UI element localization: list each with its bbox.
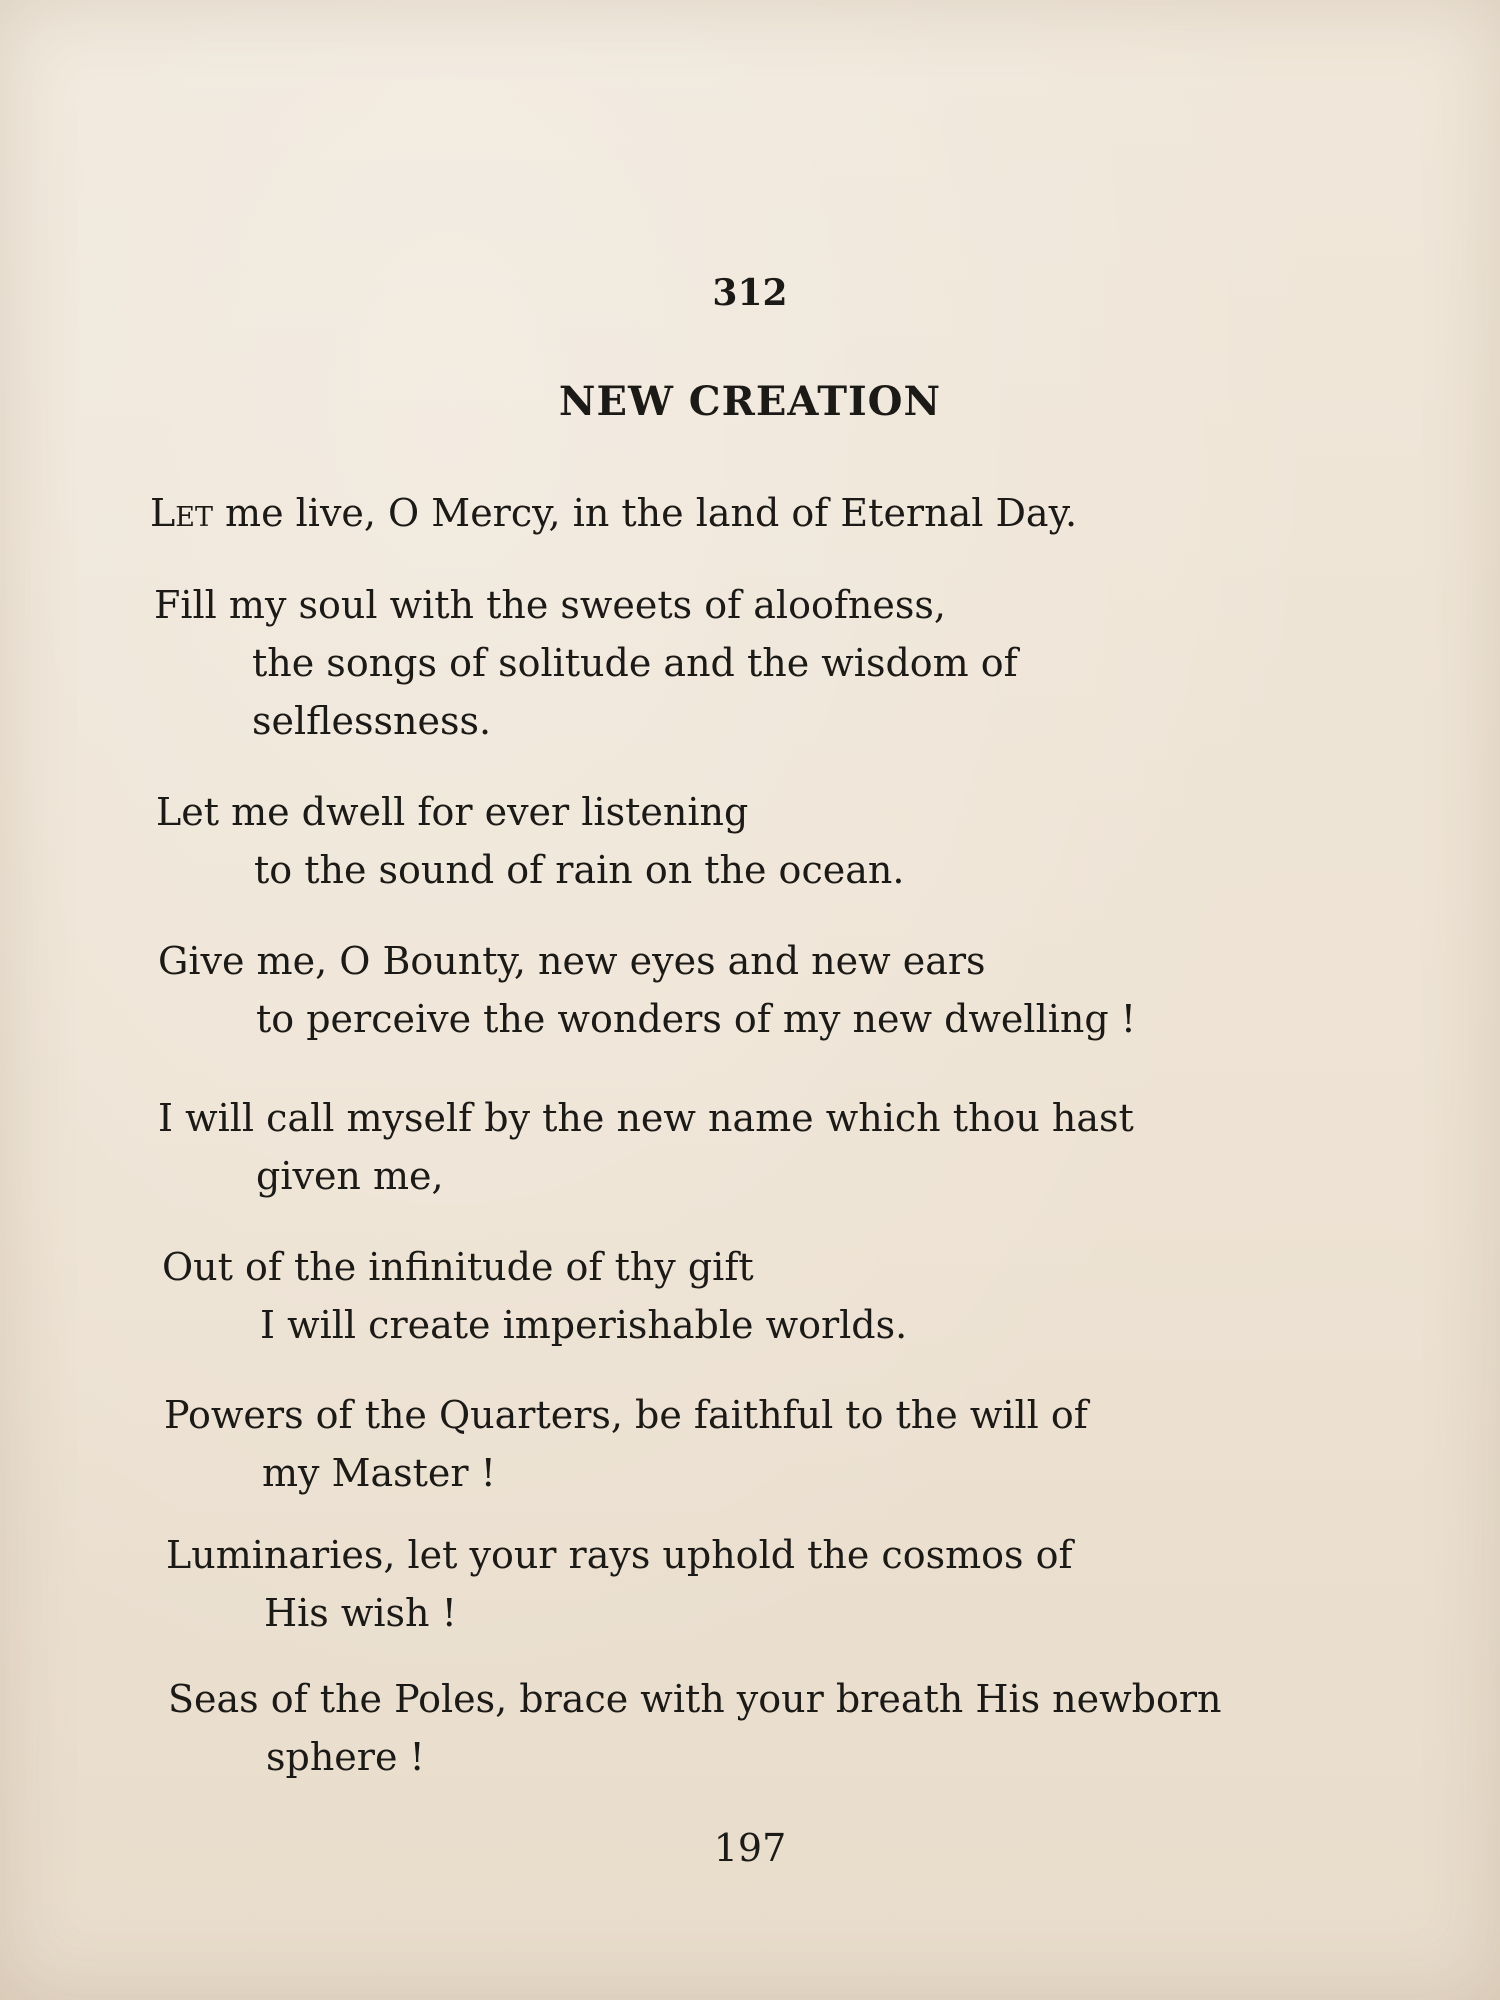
stanza-1 bbox=[154, 576, 1018, 750]
verse-line-text: me live, O Mercy, in the land of Eternal Day. bbox=[212, 491, 1078, 535]
drop-word: Let bbox=[150, 491, 213, 535]
stanza-opening bbox=[150, 484, 1077, 542]
stanza-3 bbox=[158, 932, 1136, 1048]
stanza-8 bbox=[168, 1670, 1222, 1786]
verse-line: given me, bbox=[256, 1154, 444, 1198]
verse-line: Luminaries, let your rays uphold the cosmos of bbox=[166, 1533, 1073, 1577]
stanza-5 bbox=[162, 1238, 907, 1354]
hymn-number: 312 bbox=[712, 272, 788, 314]
hymn-title: NEW CREATION bbox=[558, 378, 942, 425]
verse-line: I will create imperishable worlds. bbox=[260, 1303, 908, 1347]
verse-line: Powers of the Quarters, be faithful to the will of bbox=[164, 1393, 1088, 1437]
stanza-4 bbox=[158, 1089, 1134, 1205]
verse-line: the songs of solitude and the wisdom of bbox=[252, 641, 1018, 685]
verse-line: to the sound of rain on the ocean. bbox=[254, 848, 905, 892]
verse-line: Give me, O Bounty, new eyes and new ears bbox=[158, 939, 986, 983]
verse-line: I will call myself by the new name which thou hast bbox=[158, 1096, 1134, 1140]
verse-line: selflessness. bbox=[252, 699, 492, 743]
verse-line: sphere ! bbox=[266, 1735, 425, 1779]
verse-line: Let me dwell for ever listening bbox=[156, 790, 749, 834]
verse-line: Fill my soul with the sweets of aloofness, bbox=[154, 583, 946, 627]
stanza-6 bbox=[164, 1386, 1088, 1502]
page-number: 197 bbox=[713, 1826, 787, 1870]
stanza-2 bbox=[156, 783, 904, 899]
verse-line bbox=[150, 484, 1077, 542]
verse-line: to perceive the wonders of my new dwelling ! bbox=[256, 997, 1137, 1041]
verse-line: Seas of the Poles, brace with your breath His newborn bbox=[168, 1677, 1222, 1721]
stanza-7 bbox=[166, 1526, 1073, 1642]
verse-line: Out of the infinitude of thy gift bbox=[162, 1245, 754, 1289]
verse-line: my Master ! bbox=[262, 1451, 496, 1495]
verse-line: His wish ! bbox=[264, 1591, 457, 1635]
